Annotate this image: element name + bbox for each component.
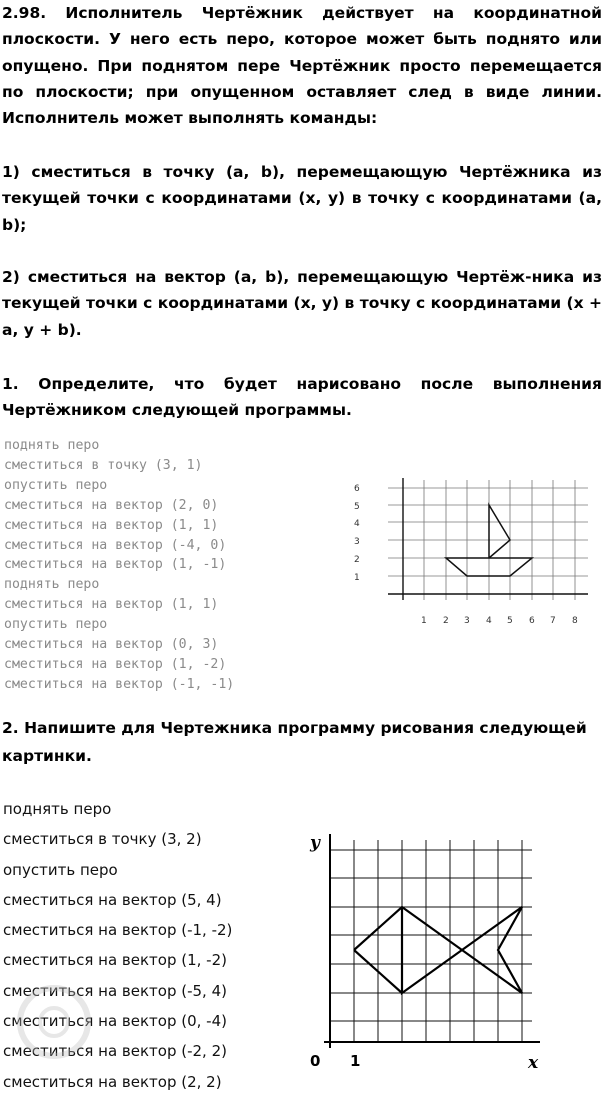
program-line: опустить перо xyxy=(4,477,108,493)
program-line: опустить перо xyxy=(4,617,108,633)
program-line: сместиться на вектор (0, -4) xyxy=(3,1012,227,1031)
y-tick-label: 6 xyxy=(354,484,360,494)
x-axis-label: x xyxy=(528,1053,539,1073)
x-tick-label: 6 xyxy=(529,616,535,626)
task-1-program xyxy=(4,436,234,695)
program-line: опустить перо xyxy=(3,860,118,879)
y-axis-label: y xyxy=(310,833,320,853)
task-1-title: 1. Определите, что будет нарисовано после выполнения Чертёжником следующей программы. xyxy=(2,375,602,420)
x-tick-label: 7 xyxy=(550,616,556,626)
x-tick-label: 8 xyxy=(572,616,578,626)
y-tick-label: 1 xyxy=(354,573,360,583)
task-1-boat-graph xyxy=(340,472,602,632)
y-tick-label: 5 xyxy=(354,502,360,512)
command-1-description: 1) сместиться в точку (a, b), перемещающую Чертёжника из текущей точки с координатами (x, y) в точку с координатами (a, b); xyxy=(2,163,602,234)
program-line: поднять перо xyxy=(4,438,100,453)
program-line: сместиться на вектор (-4, 0) xyxy=(4,537,227,553)
x-tick-label: 4 xyxy=(486,616,492,626)
program-line: сместиться на вектор (0, 3) xyxy=(4,637,219,653)
program-line: сместиться на вектор (-2, 2) xyxy=(3,1042,227,1061)
program-line: сместиться на вектор (-1, -1) xyxy=(4,676,235,692)
program-line: сместиться на вектор (2, 2) xyxy=(3,1072,222,1091)
x-one-label: 1 xyxy=(350,1052,361,1070)
program-line: сместиться на вектор (1, 1) xyxy=(4,517,219,533)
program-line: сместиться на вектор (5, 4) xyxy=(3,890,222,909)
x-tick-label: 2 xyxy=(443,616,449,626)
origin-label: 0 xyxy=(310,1052,321,1070)
task-2-title: 2. Напишите для Чертежника программу рисования следующей картинки. xyxy=(2,719,587,765)
program-line: поднять перо xyxy=(4,577,100,593)
task-2-fish-graph xyxy=(300,830,546,1078)
watermark-logo xyxy=(4,960,154,1070)
y-tick-label: 4 xyxy=(354,519,360,529)
program-line: сместиться на вектор (1, -1) xyxy=(4,557,227,573)
program-line: сместиться на вектор (1, -2) xyxy=(3,951,227,970)
y-tick-label: 2 xyxy=(354,555,360,565)
program-line: сместиться на вектор (-1, -2) xyxy=(3,921,233,940)
program-line: сместиться на вектор (2, 0) xyxy=(4,497,219,513)
program-line: сместиться в точку (3, 2) xyxy=(3,830,202,849)
problem-intro: 2.98. Исполнитель Чертёжник действует на координатной плоскости. У него есть перо, которое может быть поднято или опущено. При поднятом пере Чертёжник просто перемещается по плоскости; при опущенном оставляет след в виде линии. Исполнитель может выполнять команды: xyxy=(2,4,602,128)
program-line: сместиться на вектор (1, 1) xyxy=(4,597,219,613)
y-tick-label: 3 xyxy=(354,537,360,547)
x-tick-label: 3 xyxy=(464,616,470,626)
x-tick-label: 5 xyxy=(507,616,513,626)
program-line: сместиться в точку (3, 1) xyxy=(4,457,203,473)
x-tick-label: 1 xyxy=(421,616,427,626)
program-line: поднять перо xyxy=(3,800,112,818)
command-2-description: 2) сместиться на вектор (a, b), перемещающую Чертёж-ника из текущей точки с координатами (x, y) в точку с координатами (x + a, y + b). xyxy=(2,268,602,339)
program-line: сместиться на вектор (1, -2) xyxy=(4,656,227,672)
program-line: сместиться на вектор (-5, 4) xyxy=(3,981,227,1000)
